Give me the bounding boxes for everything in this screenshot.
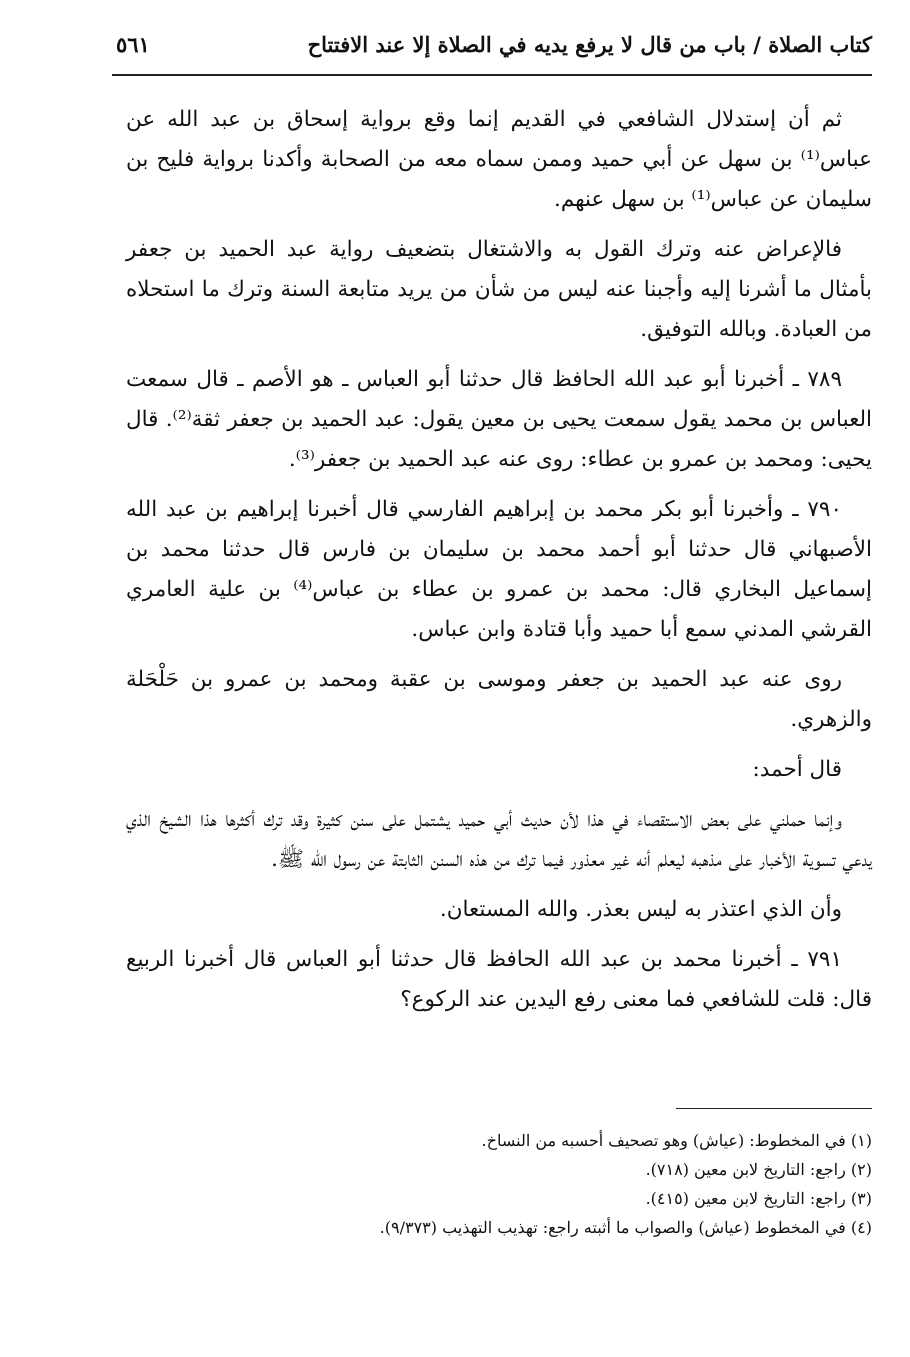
paragraph: وإنما حملني على بعض الاستقصاء في هذا لأن حديث أبي حميد يشتمل على سنن كثيرة وقد ترك أكثرها هذا الشيخ الذي يدعي تسوية الأخبار على مذهبه ليعلم أنه غير معذور فيما ترك من هذه السنن الثابتة عن رسول الله ﷺ. [126,807,872,872]
footnote-2: (٢) راجع: التاريخ لابن معين (٧١٨). [645,1160,872,1179]
running-head: كتاب الصلاة / باب من قال لا يرفع يديه في الصلاة إلا عند الافتتاح [307,32,872,57]
paragraph: ثم أن إستدلال الشافعي في القديم إنما وقع برواية إسحاق بن عبد الله عن عباس⁽¹⁾ بن سهل عن أبي حميد وممن سماه معه من الصحابة وأكدنا برواية فليح بن سليمان عن عباس⁽¹⁾ بن سهل عنهم. [126,107,872,212]
section-label: قال أحمد: [752,757,842,782]
hadith-789: ٧٨٩ ـ أخبرنا أبو عبد الله الحافظ قال حدثنا أبو العباس ـ هو الأصم ـ قال سمعت العباس بن محمد يقول سمعت يحيى بن معين يقول: عبد الحميد بن جعفر ثقة⁽²⁾. قال يحيى: ومحمد بن عمرو بن عطاء: روى عنه عبد الحميد بن جعفر⁽³⁾. [126,367,872,472]
hadith-791: ٧٩١ ـ أخبرنا محمد بن عبد الله الحافظ قال حدثنا أبو العباس قال أخبرنا الربيع قال: قلت للشافعي فما معنى رفع اليدين عند الركوع؟ [126,947,872,1012]
paragraph: وأن الذي اعتذر به ليس بعذر. والله المستعان. [439,897,842,922]
paragraph: روى عنه عبد الحميد بن جعفر وموسى بن عقبة ومحمد بن عمرو بن حَلْحَلة والزهري. [126,667,872,732]
footnote-3: (٣) راجع: التاريخ لابن معين (٤١٥). [645,1189,872,1208]
paragraph: فالإعراض عنه وترك القول به والاشتغال بتضعيف رواية عبد الحميد بن جعفر بأمثال ما أشرنا إليه وأجبنا عنه ليس من شأن من يريد متابعة السنة وترك ما استحلاه من العبادة. وبالله التوفيق. [126,237,872,342]
page-header [112,26,872,76]
footnotes [126,1126,872,1242]
footnote-4: (٤) في المخطوط (عياش) والصواب ما أثبته راجع: تهذيب التهذيب (٩/٣٧٣). [379,1218,872,1237]
hadith-790: ٧٩٠ ـ وأخبرنا أبو بكر محمد بن إبراهيم الفارسي قال أخبرنا إبراهيم بن عبد الله الأصبهاني قال حدثنا أبو أحمد محمد بن سليمان بن فارس قال حدثنا محمد بن إسماعيل البخاري قال: محمد بن عمرو بن عطاء بن عباس⁽⁴⁾ بن علية العامري القرشي المدني سمع أبا حميد وأبا قتادة وابن عباس. [126,497,873,642]
page-number: ٥٦١ [116,32,150,57]
footnote-1: (١) في المخطوط: (عياش) وهو تصحيف أحسبه من النساخ. [481,1131,872,1150]
footnote-divider [676,1108,872,1109]
main-text [126,100,872,1030]
